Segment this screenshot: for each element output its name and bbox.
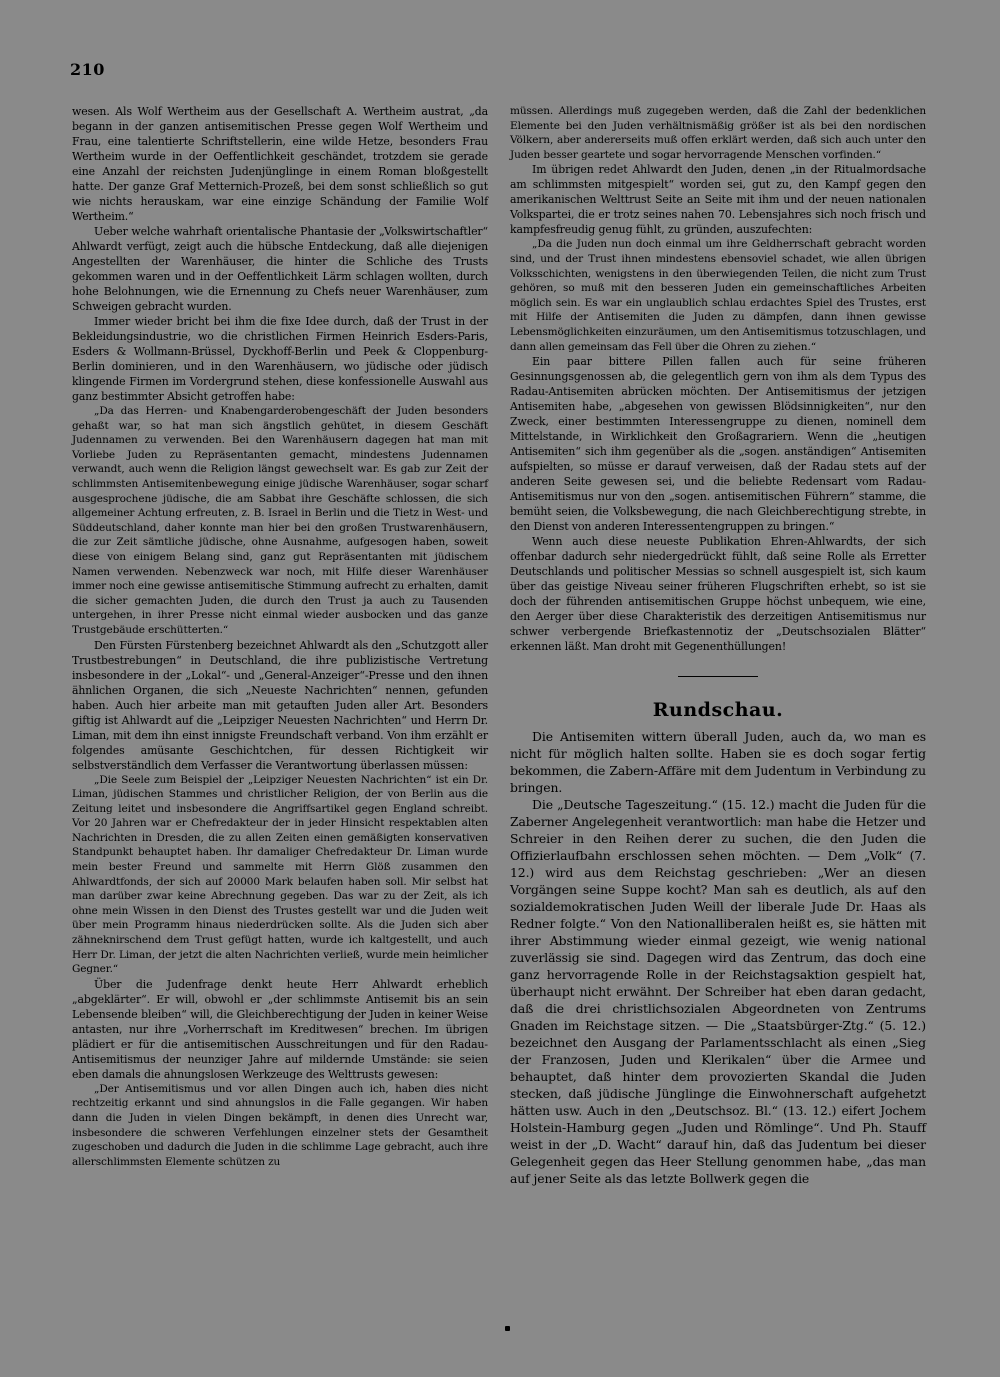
paragraph: Wenn auch diese neueste Publikation Ehren-Ahlwardts, der sich offenbar dadurch sehr niedergedrückt fühlt, daß seine Rolle als Erretter Deutschlands und politischer Messias so schnell ausgespielt ist, sich kaum über das geistige Niveau seiner früheren Flugschriften erhebt, so ist sie doch der führenden antisemitischen Gruppe höchst unbequem, wie eine, den Aerger über diese Charakteristik des derzeitigen Antisemitismus nur schwer verbergende Briefkastennotiz der „Deutschsozialen Blätter“ erkennen läßt. Man droht mit Gegenenthüllungen! — [510, 535, 926, 654]
page-number: 210 — [70, 60, 105, 79]
paragraph: Im übrigen redet Ahlwardt den Juden, denen „in der Ritualmordsache am schlimmsten mitgespielt“ worden sei, gut zu, den Kampf gegen den amerikanischen Welttrust Seite an Seite mit ihm und der neuen nationalen Volkspartei, die er trotz seines nahen 70. Lebensjahres sich noch frisch und kampfesfreudig genug fühlt, zu gründen, auszufechten: — [510, 163, 926, 237]
right-column — [510, 104, 926, 1187]
footer-mark — [505, 1326, 510, 1331]
section-divider — [678, 676, 758, 677]
quote-paragraph: „Der Antisemitismus und vor allen Dingen auch ich, haben dies nicht rechtzeitig erkannt und sind ahnungslos in die Falle gegangen. Wir haben dann die Juden in vielen Dingen bekämpft, in denen dies Unrecht war, insbesondere die schweren Verfehlungen einzelner stets der Gesamtheit zugeschoben und dadurch die Juden in die schlimme Lage gebracht, auch ihre allerschlimmsten Elemente schützen zu — [72, 1082, 488, 1168]
paragraph: Ein paar bittere Pillen fallen auch für seine früheren Gesinnungsgenossen ab, die gelegentlich gern von ihm als dem Typus des Radau-Antisemiten abrücken möchten. Der Antisemitismus der jetzigen Antisemiten habe, „abgesehen von gewissen Blödsinnigkeiten“, nur den Zweck, einer bestimmten Interessengruppe zu dienen, nominell dem Mittelstande, in Wirklichkeit den Großagrariern. Wenn die „heutigen Antisemiten“ sich ihm gegenüber als die „sogen. anständigen“ Antisemiten aufspielten, so müsse er darauf verweisen, daß der Radau stets auf der anderen Seite gewesen sei, und die beliebte Redensart vom Radau-Antisemitismus nur von den „sogen. antisemitischen Führern“ stamme, die bemüht seien, die Volksbewegung, die nach Gleichberechtigung strebte, in den Dienst von anderen Interessentengruppen zu bringen.“ — [510, 355, 926, 534]
paragraph: Über die Judenfrage denkt heute Herr Ahlwardt erheblich „abgeklärter“. Er will, obwohl er „der schlimmste Antisemit bis an sein Lebensende bleiben“ will, die Gleichberechtigung der Juden in keiner Weise antasten, nur ihre „Vorherrschaft im Kreditwesen“ brechen. Im übrigen plädiert er für die antisemitischen Ausschreitungen und für den Radau-Antisemitismus der neunziger Jahre auf mildernde Umstände: sie seien eben damals die ahnungslosen Werkzeuge des Welttrusts gewesen: — [72, 977, 488, 1081]
paragraph: wesen. Als Wolf Wertheim aus der Gesellschaft A. Wertheim austrat, „da begann in der ganzen antisemitischen Presse gegen Wolf Wertheim und Frau, eine talentierte Schriftstellerin, eine wilde Hetze, besonders Frau Wertheim wurde in der Oeffentlichkeit geschändet, trotzdem sie gerade eine Anzahl der reichsten Judenjünglinge in einem Roman bloßgestellt hatte. Der ganze Graf Metternich-Prozeß, bei dem sonst schließlich so gut wie nichts herauskam, war eine einzige Schändung der Familie Wolf Wertheim.“ — [72, 105, 488, 223]
quote-paragraph: „Da das Herren- und Knabengarderobengeschäft der Juden besonders gehaßt war, so hat man sich ängstlich gehütet, in diesem Geschäft Judennamen zu verwenden. Bei den Warenhäusern dagegen hat man mit Vorliebe Juden zu Repräsentanten gemacht, mindestens Judennamen verwandt, auch wenn die Religion längst gewechselt war. Es gab zur Zeit der schlimmsten Antisemitenbewegung einige jüdische Warenhäuser, sogar scharf ausgesprochene jüdische, die am Sabbat ihre Geschäfte schlossen, die sich allgemeiner Achtung erfreuten, z. B. Israel in Berlin und die Tietz in West- und Süddeutschland, daher konnte man hier bei den großen Trustwarenhäusern, die zur Zeit sämtliche jüdische, ohne Ausnahme, aufgesogen haben, soweit diese von einigem Belang sind, ganz gut Repräsentanten mit jüdischem Namen verwenden. Nebenzweck war noch, mit Hilfe dieser Warenhäuser immer noch eine gewisse antisemitische Stimmung aufrecht zu erhalten, damit die sicher gemachten Juden, die durch den Trust ja auch zu Tausenden untergehen, in ihrer Presse nicht einmal wieder ausbocken und das ganze Trustgebäude erschütterten.“ — [72, 405, 488, 636]
quote-paragraph: müssen. Allerdings muß zugegeben werden, daß die Zahl der bedenklichen Elemente bei den Juden verhältnismäßig größer ist als bei den nordischen Völkern, aber andererseits muß offen erklärt werden, daß sich auch unter den Juden besser geartete und sogar hervorragende Menschen vorfinden.“ — [510, 105, 926, 161]
paragraph: Immer wieder bricht bei ihm die fixe Idee durch, daß der Trust in der Bekleidungsindustrie, wo die christlichen Firmen Heinrich Esders-Paris, Esders & Wollmann-Brüssel, Dyckhoff-Berlin und Peek & Cloppenburg-Berlin dominieren, und in den Warenhäusern, wo jüdische oder jüdisch klingende Firmen im Vordergrund stehen, diese konfessionelle Auswahl aus ganz bestimmter Absicht getroffen habe: — [72, 315, 488, 403]
paragraph: Ueber welche wahrhaft orientalische Phantasie der „Volkswirtschaftler“ Ahlwardt verfügt, zeigt auch die hübsche Entdeckung, daß alle diejenigen Angestellten der Warenhäuser, die hinter die Schliche des Trusts gekommen waren und in der Oeffentlichkeit Lärm schlagen wollten, durch hohe Belohnungen, wie die Ernennung zu Chefs neuer Warenhäuser, zum Schweigen gebracht wurden. — [72, 225, 488, 313]
left-column — [72, 104, 488, 1169]
section-paragraph: Die „Deutsche Tageszeitung.“ (15. 12.) macht die Juden für die Zaberner Angelegenheit verantwortlich: man habe die Hetzer und Schreier in den Reihen derer zu suchen, die den Juden die Offizierlaufbahn erschlossen sehen möchten. — Dem „Volk“ (7. 12.) wird aus dem Reichstag geschrieben: „Wer an diesen Vorgängen seine Suppe kocht? Man sah es deutlich, als auf den sozialdemokratischen Juden Weill der liberale Jude Dr. Haas als Redner folgte.“ Von den Nationalliberalen heißt es, sie hätten mit ihrer Abstimmung wieder einmal gezeigt, wie wenig national zuverlässig sie sind. Dagegen wird das Zentrum, das doch eine ganz hervorragende Rolle in der Reichstagsaktion gespielt hat, überhaupt nicht erwähnt. Der Schreiber hat eben daran gedacht, daß die drei christlichsozialen Abgeordneten von Zentrums Gnaden im Reichstage sitzen. — Die „Staatsbürger-Ztg.“ (5. 12.) bezeichnet den Ausgang der Parlamentsschlacht als einen „Sieg der Franzosen, Juden und Klerikalen“ über die Armee und behauptet, daß hinter dem provozierten Skandal die Juden stecken, daß jüdische Jünglinge die Einwohnerschaft aufgehetzt hätten usw. Auch in den „Deutschsoz. Bl.“ (13. 12.) eifert Jochem Holstein-Hamburg gegen „Juden und Römlinge“. Und Ph. Stauff weist in der „D. Wacht“ darauf hin, daß das Judentum bei dieser Gelegenheit gegen das Heer Stellung genommen habe, „das man auf jener Seite als das letzte Bollwerk gegen die — [510, 797, 926, 1187]
quote-paragraph: „Da die Juden nun doch einmal um ihre Geldherrschaft gebracht worden sind, und der Trust ihnen mindestens ebensoviel schadet, wie allen übrigen Volksschichten, wenigstens in den überwiegenden Teilen, die nicht zum Trust gehören, so muß mit den besseren Juden ein gemeinschaftliches Arbeiten möglich sein. Es war ein unglaublich schlau erdachtes Spiel des Trustes, erst mit Hilfe der Antisemiten die Juden zu dämpfen, dann ihnen gewisse Lebensmöglichkeiten einzuräumen, um den Antisemitismus totzuschlagen, und dann allen gemeinsam das Fell über die Ohren zu ziehen.“ — [510, 238, 926, 353]
paragraph: Den Fürsten Fürstenberg bezeichnet Ahlwardt als den „Schutzgott aller Trustbestrebungen“ in Deutschland, die ihre publizistische Vertretung insbesondere in der „Lokal“- und „General-Anzeiger“-Presse und den ihnen ähnlichen Organen, die sich „Neueste Nachrichten“ nennen, gefunden haben. Auch hier arbeite man mit getauften Juden aller Art. Besonders giftig ist Ahlwardt auf die „Leipziger Neuesten Nachrichten“ und Herrn Dr. Liman, mit dem ihn einst innigste Freundschaft verband. Von ihm erzählt er folgendes amüsante Geschichtchen, für dessen Richtigkeit wir selbstverständlich dem Verfasser die Verantwortung überlassen müssen: — [72, 638, 488, 772]
section-paragraph: Die Antisemiten wittern überall Juden, auch da, wo man es nicht für möglich halten sollte. Haben sie es doch sogar fertig bekommen, die Zabern-Affäre mit dem Judentum in Verbindung zu bringen. — [510, 729, 926, 796]
section-title: Rundschau. — [652, 699, 784, 722]
quote-paragraph: „Die Seele zum Beispiel der „Leipziger Neuesten Nachrichten“ ist ein Dr. Liman, jüdischen Stammes und christlicher Religion, der von Berlin aus die Zeitung leitet und insbesondere die Angriffsartikel gegen England schreibt. Vor 20 Jahren war er Chefredakteur der in jeder Hinsicht respektablen alten Nachrichten in Dresden, die zu allen Zeiten einen gemäßigten konservativen Standpunkt behauptet haben. Ihr damaliger Chefredakteur Dr. Liman wurde mein bester Freund und sammelte mit Herrn Glöß zusammen den Ahlwardtfonds, der sich auf 20000 Mark belaufen haben soll. Mir selbst hat man darüber zwar keine Abrechnung gegeben. Das war zu der Zeit, als ich ohne mein Wissen in den Dienst des Trustes gestellt war und die Juden weit über mein Programm hinaus niederdrücken sollte. Als die Juden sich aber zähneknirschend dem Trust gefügt hatten, wurde ich kaltgestellt, und auch Herr Dr. Liman, der jetzt die alten Nachrichten verließ, wurde mein heimlicher Gegner.“ — [72, 773, 488, 976]
